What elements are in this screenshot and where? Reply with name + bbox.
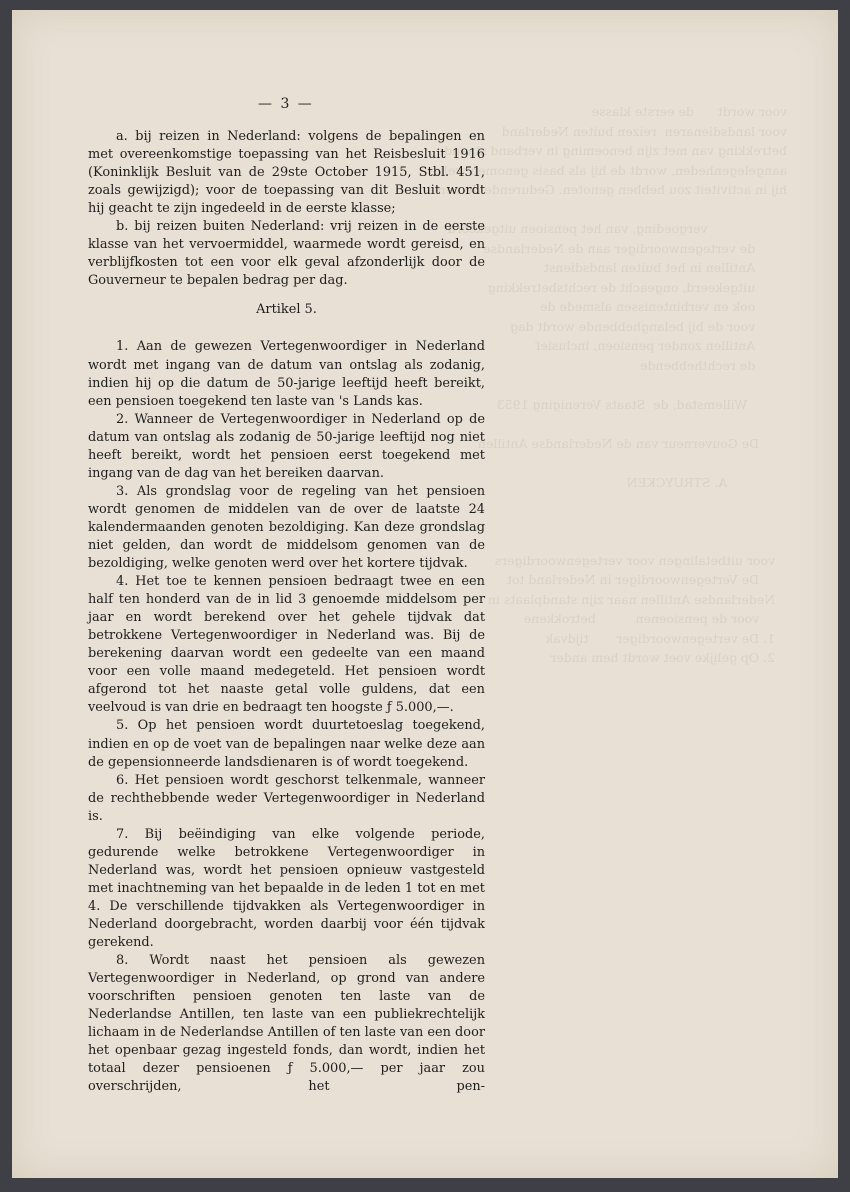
- paragraph-a: a. bij reizen in Nederland: volgens de bepalingen en met overeenkomstige toepassing van het Reisbesluit 1916 (Koninklijk Besluit van de 29ste October 1915, Stbl. 451, zoals gewijzigd); voor de toepassing van dit Besluit wordt hij geacht te zijn ingedeeld in de eerste klasse;: [88, 129, 485, 217]
- show-through-text: voor wordt de eerste klasse voor landsdienaren reizen buiten Nederland betrekking van met zijn benoeming in verband staande aangelegenheden, wordt de hij als basis genomen welke hij in activiteit zou hebben genoten. Gedurende de nemen vergoeding, van het pensioen uitgekeerd de vertegenwoordiger aan de Nederlandse Antillen in het buiten landsdienst uitgekeerd, ongeacht de rechtsbetrekking ook en verbintenissen alsmede de voor de bij belanghebbende wordt dag Antillen zonder pensioen, inclusief de rechthebbende Willemstad, de Staats Vereniging 1953 De Gouverneur van de Nederlandse Antillen A. STRUYCKEN voor uitbetalingen voor vertegenwoordigers De Vertegenwoordiger in Nederland tot Nederlandse Antillen naar zijn standplaats in voor de pensioenen betrokkene 1. De vertegenwoordiger tijdvak 2. Op gelijke voet wordt hem ander: [418, 104, 787, 665]
- document-page: [12, 10, 838, 1178]
- article-paragraph-2: 2. Wanneer de Vertegenwoordiger in Nederland op de datum van ontslag als zodanig de 50-jarige leeftijd nog niet heeft bereikt, wordt het pensioen eerst toegekend met ingang van de dag van het bereiken daarvan.: [88, 411, 485, 481]
- paragraph-b: b. bij reizen buiten Nederland: vrij reizen in de eerste klasse van het vervoermiddel, waarmede wordt gereisd, en verblijfkosten tot een voor elk geval afzonderlijk door de Gouverneur te bepalen bedrag per dag.: [88, 219, 485, 289]
- article-paragraph-7: 7. Bij beëindiging van elke volgende periode, gedurende welke betrokkene Vertegenwoordiger in Nederland was, wordt het pensioen opnieuw vastgesteld met inachtneming van het bepaalde in de leden 1 tot en met 4. De verschillende tijdvakken als Vertegenwoordiger in Nederland doorgebracht, worden daarbij voor één tijdvak gerekend.: [88, 826, 485, 951]
- article-paragraph-3: 3. Als grondslag voor de regeling van het pensioen wordt genomen de middelen van de over de laatste 24 kalendermaanden genoten bezoldiging. Kan deze grondslag niet gelden, dan wordt de middelsom genomen van de bezoldiging, welke genoten werd over het kortere tijdvak.: [88, 483, 485, 572]
- article-paragraph-4: 4. Het toe te kennen pensioen bedraagt twee en een half ten honderd van de in lid 3 genoemde middelsom per jaar en wordt berekend over het gehele tijdvak dat betrokkene Vertegenwoordiger in Nederland was. Bij de berekening daarvan wordt een gedeelte van een maand voor een volle maand medegeteld. Het pensioen wordt afgerond tot het naaste getal volle guldens, dat een veelvoud is van drie en bedraagt ten hoogste ƒ 5.000,—.: [88, 574, 485, 716]
- article-paragraph-6: 6. Het pensioen wordt geschorst telkenmale, wanneer de rechthebbende weder Vertegenwoordiger in Nederland is.: [88, 772, 485, 824]
- page-number: — 3 —: [258, 96, 314, 112]
- article-paragraph-5: 5. Op het pensioen wordt duurtetoeslag toegekend, indien en op de voet van de bepalingen naar welke deze aan de gepensionneerde landsdienaren is of wordt toegekend.: [88, 718, 485, 770]
- article-heading: Artikel 5.: [256, 302, 317, 318]
- document-body: [88, 128, 485, 1096]
- article-paragraph-1: 1. Aan de gewezen Vertegenwoordiger in Nederland wordt met ingang van de datum van ontslag als zodanig, indien hij op die datum de 50-jarige leeftijd heeft bereikt, een pensioen toegekend ten laste van 's Lands kas.: [88, 339, 485, 409]
- article-paragraph-8: 8. Wordt naast het pensioen als gewezen Vertegenwoordiger in Nederland, op grond van andere voorschriften pensioen genoten ten laste van de Nederlandse Antillen, ten laste van een publiekrechtelijk lichaam in de Nederlandse Antillen of ten laste van een door het openbaar gezag ingesteld fonds, dan wordt, indien het totaal dezer pensioenen ƒ 5.000,— per jaar zou overschrijden, het pen-: [88, 953, 485, 1095]
